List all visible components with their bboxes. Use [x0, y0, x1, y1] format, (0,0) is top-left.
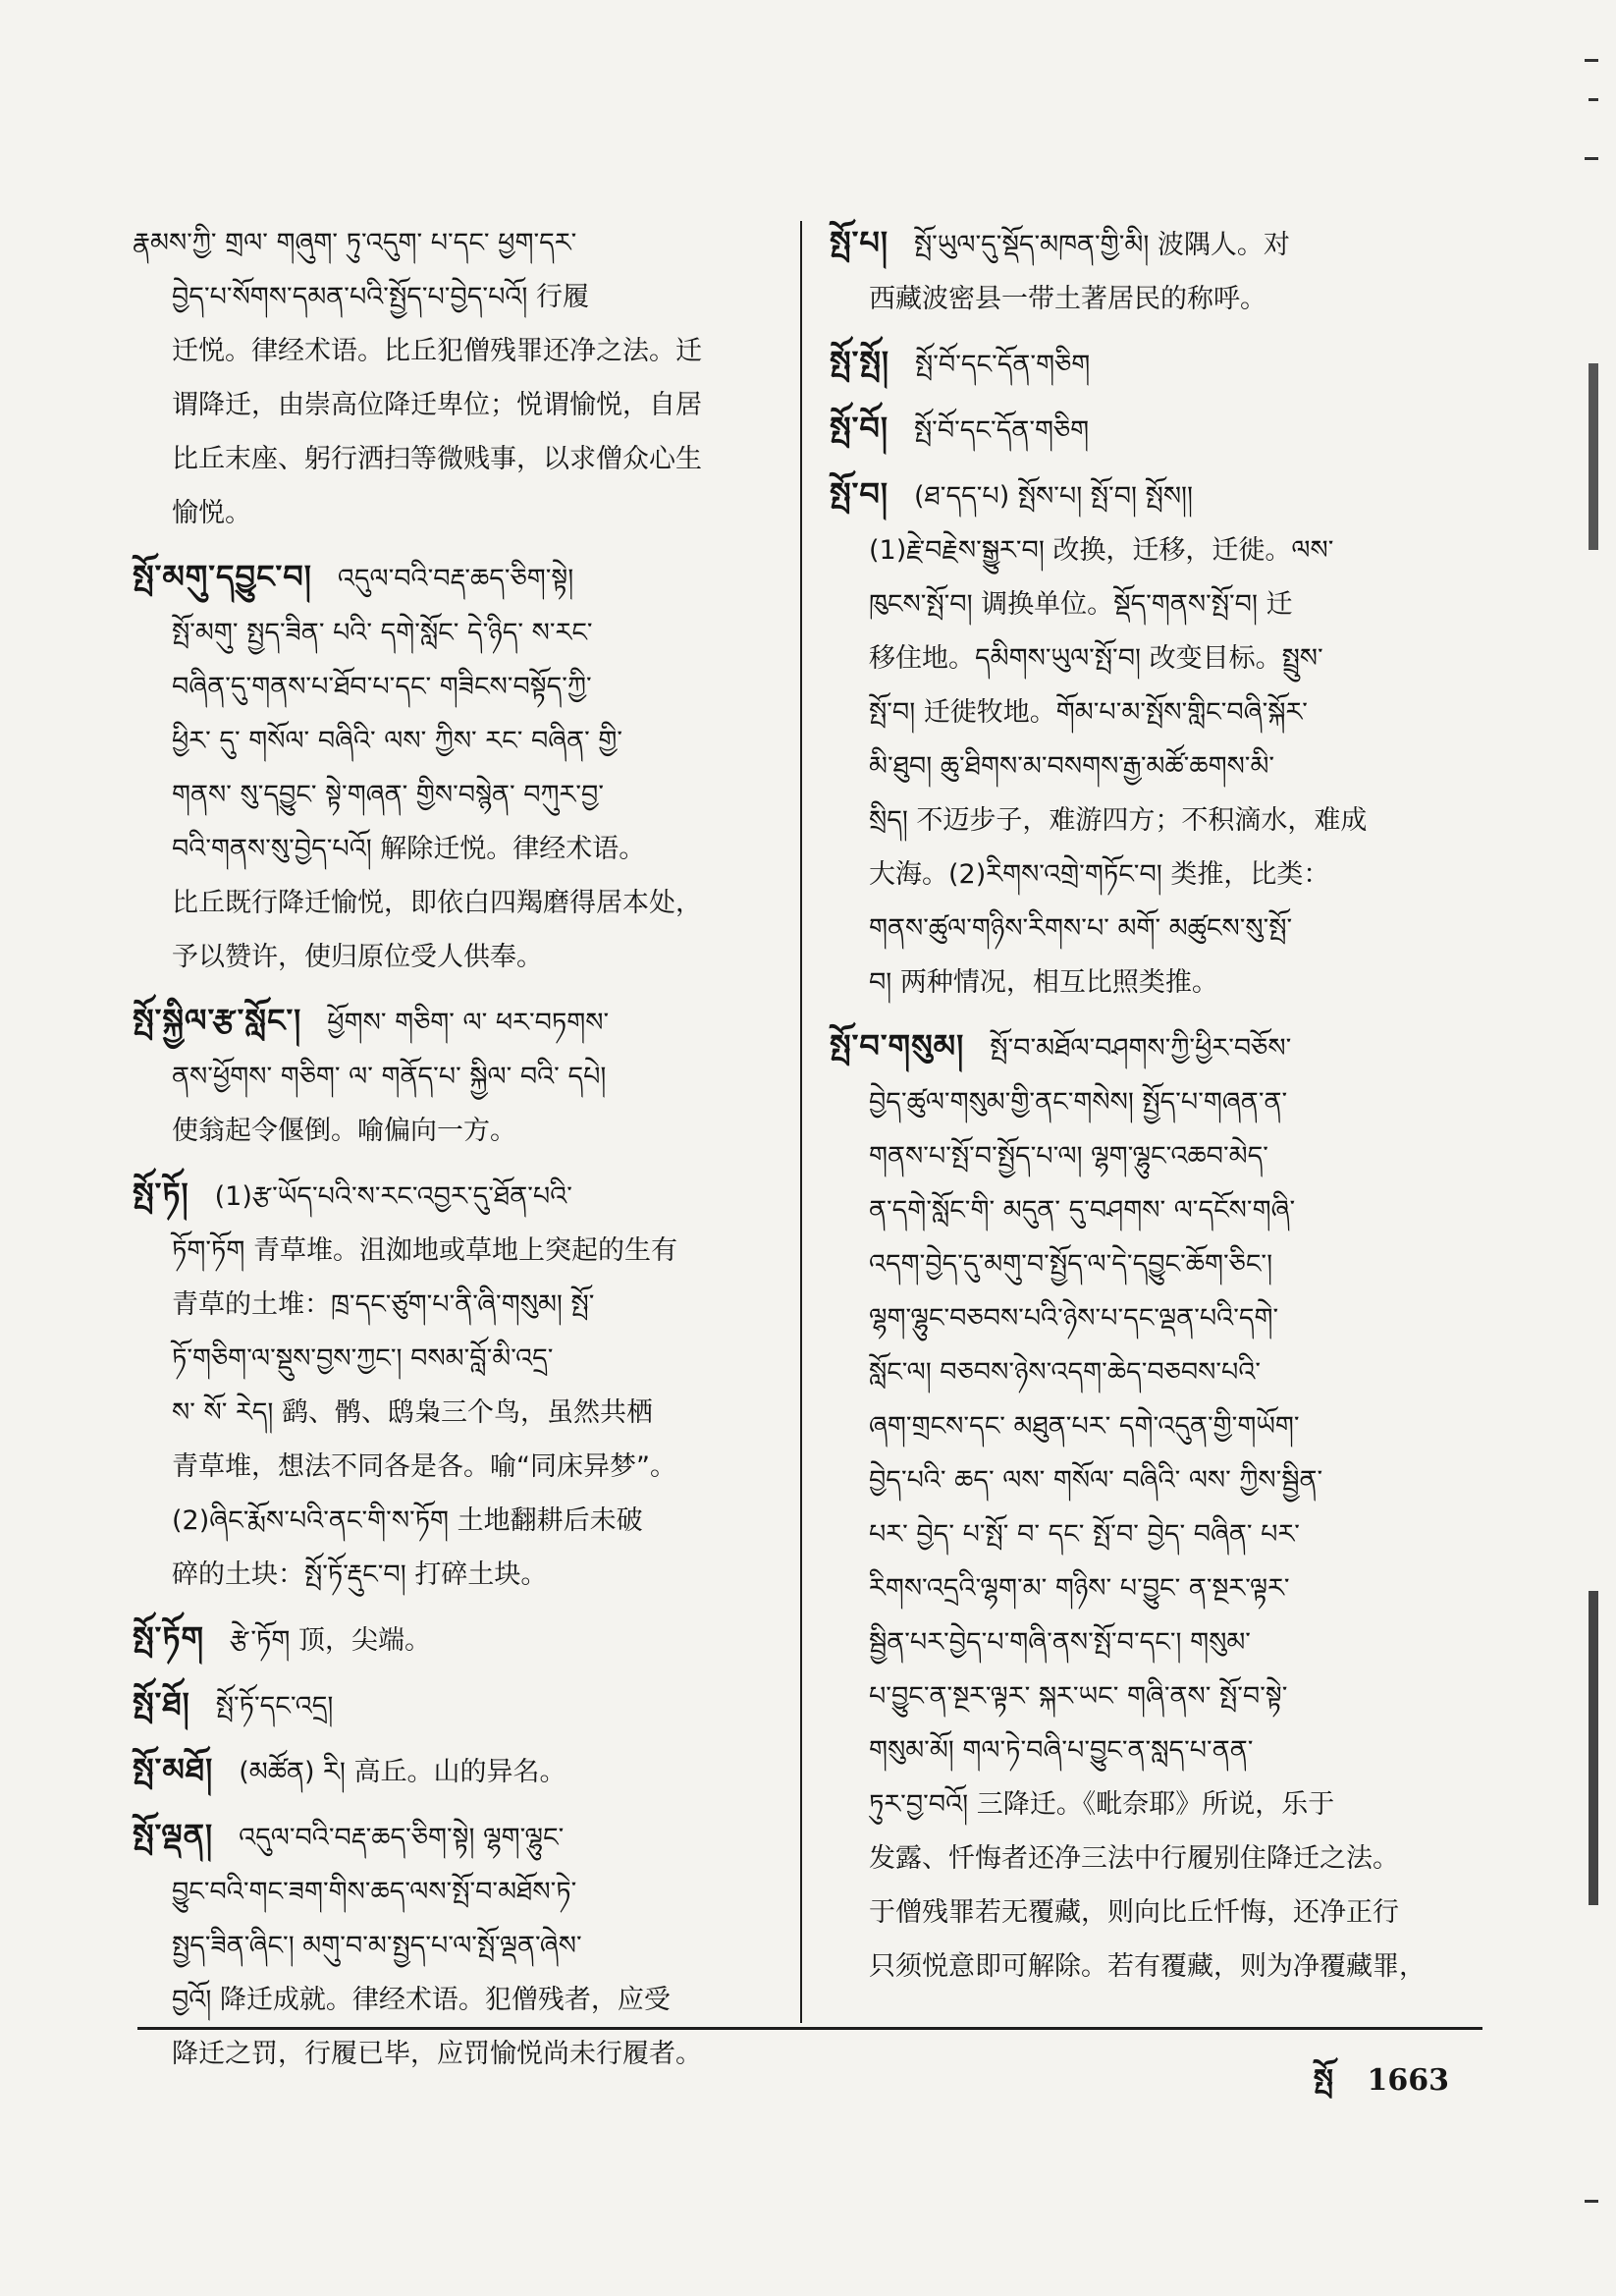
entry-headword: སྤོ་བ་གསུམ།: [830, 1027, 965, 1065]
entry-line: [133, 270, 776, 324]
entry-text: རིགས་འདྲའི་ལྷག་མ་ གཉིས་ པ་བྱུང་ ན་སྔར་ལྟར་: [869, 1573, 1290, 1604]
entry-text: མི་ཐུབ། ཆུ་ཐིགས་མ་བསགས་རྒྱ་མཚོ་ཆགས་མི་: [869, 751, 1275, 782]
entry-text: སྤོ་ཏོ་དང་འདྲ།: [215, 1691, 334, 1722]
entry-line: [830, 1886, 1478, 1940]
dictionary-entry: [133, 550, 776, 984]
entry-headword: སྤོ་ཏོ།: [133, 1175, 189, 1213]
entry-line: [830, 956, 1478, 1010]
entry-line: [133, 1332, 776, 1386]
entry-text: (2)ཞིང་རྨོས་པའི་ནང་གི་ས་ཏོག 土地翻耕后未破: [172, 1505, 643, 1536]
dictionary-entry: [133, 1743, 776, 1799]
entry-text: པ་བྱུང་ན་སྔར་ལྟར་ སྐར་ཡང་ གཞི་ནས་ སྤོ་བ་སྟེ་: [869, 1681, 1288, 1712]
entry-text: པར་ བྱེད་ པ་སྤོ་ བ་ དང་ སྤོ་བ་ བྱེད་ བཞིན་ པར་: [869, 1519, 1300, 1550]
entry-text: ནས་ཕྱོགས་ གཅིག་ ལ་ གནོད་པ་ སྐྱིལ་ བའི་ དཔེ།: [172, 1062, 607, 1092]
entry-line: [830, 1507, 1478, 1561]
entry-line: [830, 1831, 1478, 1886]
entry-headword: སྤོ་པ།: [830, 224, 889, 261]
entry-headword: སྤོ་ཏོག: [133, 1619, 205, 1657]
right-column: [830, 216, 1478, 2003]
entry-line: [830, 1777, 1478, 1831]
entry-text: (ཐ་དད་པ) སྤོས་པ། སྤོ་བ། སྤོས།།: [913, 481, 1194, 512]
entry-text: (1)རྗེ་བརྗེས་སྒྱུར་བ། 改换，迁移，迁徙。ལས་: [869, 535, 1334, 566]
entry-text: 于僧残罪若无覆藏，则向比丘忏悔，还净正行: [869, 1897, 1399, 1928]
entry-line: [133, 1224, 776, 1278]
entry-text: བྱེད་པའི་ ཆད་ ལས་ གསོལ་ བཞིའི་ ལས་ ཀྱིས་སྦྱིན་: [869, 1465, 1323, 1496]
entry-line: [830, 1669, 1478, 1723]
entry-text: ཏོ་གཅིག་ལ་སྡུས་བྱས་ཀྱང་། བསམ་བློ་མི་འདྲ་: [172, 1343, 554, 1374]
entry-line: [133, 1612, 776, 1667]
entry-text: འདུལ་བའི་བརྡ་ཆད་ཅིག་སྟེ། ལྷག་ལྷུང་: [239, 1823, 565, 1853]
scan-margin-marks: [1569, 39, 1598, 2249]
entry-text: སྤོ་མགུ་ སྤྱད་ཟིན་ པའི་ དགེ་སློང་ དེ་ཉིད་ ས་རང་: [172, 618, 593, 648]
entry-text: (1)རྩ་ཡོད་པའི་ས་རང་འབྱར་དུ་ཐོན་པའི་: [214, 1181, 572, 1212]
entry-text: 只须悦意即可解除。若有覆藏，则为净覆藏罪，: [869, 1951, 1426, 1982]
dictionary-entry: [830, 216, 1478, 326]
entry-text: 移住地。དམིགས་ཡུལ་སྤོ་བ། 改变目标。སྤྲུས་: [869, 643, 1323, 674]
entry-text: 碎的土块：སྤོ་ཏོ་རྡུང་བ། 打碎土块。: [172, 1559, 548, 1590]
entry-text: སྤོ་ཡུལ་དུ་སྡོད་མཁན་གྱི་མི། 波隅人。对: [913, 230, 1290, 260]
entry-line: [133, 1919, 776, 1973]
entry-line: [830, 739, 1478, 793]
entry-headword: སྤོ་བ།: [830, 475, 889, 513]
entry-text: ཕྱོགས་ གཅིག་ ལ་ ཕར་བཏགས་: [327, 1008, 610, 1038]
entry-text: བྱའོ། 降迁成就。律经术语。犯僧残者，应受: [172, 1985, 671, 2015]
entry-text: ན་དགེ་སློང་གི་ མདུན་ དུ་བཤགས་ ལ་དངོས་གཞི་: [869, 1195, 1296, 1226]
entry-headword: སྤོ་ཐོ།: [133, 1685, 190, 1722]
entry-text: 发露、忏悔者还净三法中行履别住降迁之法。: [869, 1843, 1399, 1874]
entry-text: རྩེ་ཏོག 顶，尖端。: [230, 1625, 431, 1656]
entry-line: [830, 1399, 1478, 1453]
entry-line: [133, 1973, 776, 2027]
entry-line: [133, 1865, 776, 1919]
entry-line: [133, 822, 776, 876]
entry-line: [830, 1723, 1478, 1777]
entry-line: [830, 1237, 1478, 1291]
entry-line: [830, 793, 1478, 847]
column-divider: [800, 221, 802, 2023]
entry-line: [830, 1129, 1478, 1183]
entry-line: [830, 631, 1478, 685]
entry-line: [830, 272, 1478, 326]
entry-text: བའི་གནས་སུ་བྱེད་པའོ། 解除迁悦。律经术语。: [172, 834, 646, 864]
dictionary-entry: [133, 216, 776, 540]
entry-line: [133, 660, 776, 714]
page-footer: [1290, 2048, 1449, 2130]
entry-text: ཏུར་བྱ་བའོ། 三降迁。《毗奈耶》所说，乐于: [869, 1789, 1335, 1820]
entry-line: [133, 1050, 776, 1104]
entry-text: སྤོ་བ། 迁徙牧地。གོམ་པ་མ་སྤོས་གླིང་བཞི་སྐོར་: [869, 697, 1308, 728]
entry-line: [133, 768, 776, 822]
entry-text: 使翁起令偃倒。喻偏向一方。: [172, 1116, 516, 1146]
left-column: [133, 216, 776, 2091]
dictionary-entry: [133, 1809, 776, 2081]
entry-line: [133, 1104, 776, 1158]
entry-text: སྤོ་བོ་དང་དོན་གཅིག: [913, 415, 1090, 446]
entry-line: [830, 523, 1478, 577]
entry-text: གནས་པ་སྤོ་བ་སྤྱོད་པ་ལ། ལྷག་ལྷུང་འཆབ་མེད་: [869, 1141, 1268, 1172]
entry-line: [133, 1494, 776, 1548]
entry-headword: སྤོ་མཐོ།: [133, 1751, 214, 1788]
entry-line: [133, 714, 776, 768]
entry-line: [133, 606, 776, 660]
entry-text: སྤྱད་ཟིན་ཞིང་། མགུ་བ་མ་སྤྱད་པ་ལ་སྤོ་ལྡན་ཞེས་: [172, 1931, 582, 1961]
entry-line: [133, 550, 776, 606]
entry-text: བ། 两种情况，相互比照类推。: [869, 967, 1218, 998]
entry-text: གནས་ སུ་དབྱུང་ སྟེ་གཞན་ གྱིས་བསྙེན་ བཀུར་བྱ་: [172, 780, 605, 810]
entry-line: [830, 1453, 1478, 1507]
entry-text: གསུམ་མོ། གལ་ཏེ་བཞི་པ་བྱུང་ན་སླད་པ་ནན་: [869, 1735, 1254, 1766]
entry-line: [133, 1548, 776, 1602]
page-number: 1663: [1367, 2063, 1449, 2098]
entry-text: སྤོ་བ་མཐོལ་བཤགས་ཀྱི་ཕྱིར་བཅོས་: [990, 1033, 1292, 1064]
entry-text: ཏོག་ཏོག 青草堆。沮洳地或草地上突起的生有: [172, 1235, 677, 1266]
dictionary-entry: [133, 1612, 776, 1667]
entry-headword: སྤོ་མགུ་དབྱུང་བ།: [133, 558, 312, 595]
entry-line: [133, 1278, 776, 1332]
entry-line: [133, 324, 776, 378]
entry-headword: སྤོ་སྐྱིལ་རྩ་སློང་།: [133, 1002, 302, 1039]
entry-headword: སྤོ་ལྡན།: [133, 1817, 214, 1854]
entry-text: (མཚོན) རི། 高丘。山的异名。: [239, 1757, 566, 1787]
entry-text: ཁུངས་སྤོ་བ། 调换单位。སྡོད་གནས་སྤོ་བ། 迁: [869, 589, 1293, 620]
entry-line: [830, 216, 1478, 272]
dictionary-entry: [830, 336, 1478, 392]
entry-text: འདུལ་བའི་བརྡ་ཆད་ཅིག་སྟེ།: [337, 564, 574, 594]
entry-text: བྱེད་ཚུལ་གསུམ་གྱི་ནང་གསེས། སྤྱོད་པ་གཞན་ན་: [869, 1087, 1288, 1118]
entry-text: གནས་ཚུལ་གཉིས་རིགས་པ་ མགོ་ མཚུངས་སུ་སྤོ་: [869, 913, 1293, 944]
entry-line: [133, 378, 776, 432]
entry-line: [830, 1075, 1478, 1129]
entry-line: [830, 577, 1478, 631]
entry-text: སྦྱིན་པར་བྱེད་པ་གཞི་ནས་སྤོ་བ་དང་། གསུམ་: [869, 1627, 1251, 1658]
entry-text: སྤོ་བོ་དང་དོན་གཅིག: [915, 350, 1091, 380]
entry-text: སློང་ལ། བཅབས་ཉེས་འདག་ཆེད་བཅབས་པའི་: [869, 1357, 1262, 1388]
entry-line: [830, 1183, 1478, 1237]
entry-headword: སྤོ་བོ།: [830, 410, 889, 447]
entry-line: [830, 1940, 1478, 1994]
dictionary-entry: [830, 1019, 1478, 1994]
entry-text: 比丘既行降迁愉悦，即依白四羯磨得居本处，: [172, 888, 702, 918]
entry-text: འདག་བྱེད་དུ་མགུ་བ་སྤྱོད་ལ་དེ་དབྱུང་ཆོག་ཅིང་།: [869, 1249, 1273, 1280]
entry-line: [133, 1440, 776, 1494]
entry-text: ཕྱིར་ དུ་ གསོལ་ བཞིའི་ ལས་ ཀྱིས་ རང་ བཞིན་ གྱི་: [172, 726, 623, 756]
entry-text: ས་ སོ་ རེད། 鹞、鹘、鸱枭三个鸟，虽然共栖: [172, 1397, 653, 1428]
entry-line: [133, 1168, 776, 1224]
entry-line: [133, 930, 776, 984]
entry-text: སྲིད། 不迈步子，难游四方；不积滴水，难成: [869, 805, 1368, 836]
entry-line: [133, 432, 776, 486]
dictionary-entry: [830, 402, 1478, 458]
entry-line: [830, 1561, 1478, 1615]
entry-text: བཞིན་དུ་གནས་པ་ཐོབ་པ་དང་ གཟིངས་བསྟོད་ཀྱི་: [172, 672, 592, 702]
entry-text: 降迁之罚，行履已毕，应罚愉悦尚未行履者。: [172, 2039, 702, 2069]
entry-line: [830, 847, 1478, 902]
footer-rule: [137, 2027, 1482, 2030]
entry-line: [830, 1615, 1478, 1669]
dictionary-entry: [133, 994, 776, 1158]
entry-line: [133, 486, 776, 540]
entry-line: [830, 1019, 1478, 1075]
entry-line: [133, 216, 776, 270]
entry-line: [830, 402, 1478, 458]
entry-text: 迁悦。律经术语。比丘犯僧残罪还净之法。迁: [172, 336, 702, 366]
footer-headword: སྤོ: [1313, 2063, 1334, 2098]
entry-line: [133, 1809, 776, 1865]
entry-line: [133, 1677, 776, 1733]
entry-line: [133, 1386, 776, 1440]
entry-text: 谓降迁，由崇高位降迁卑位；悦谓愉悦，自居: [172, 390, 702, 420]
entry-text: 予以赞许，使归原位受人供奉。: [172, 942, 543, 972]
entry-text: རྣམས་ཀྱི་ གྲལ་ གཞུག་ ཏུ་འདུག་ པ་དང་ ཕྱག་དར་: [133, 228, 577, 258]
entry-text: 青草堆，想法不同各是各。喻“同床异梦”。: [172, 1451, 676, 1482]
entry-text: 大海。(2)རིགས་འགྲེ་གཏོང་བ། 类推，比类：: [869, 859, 1330, 890]
entry-line: [133, 994, 776, 1050]
entry-headword: སྤོ་སྤོ།: [830, 344, 890, 381]
entry-line: [133, 1743, 776, 1799]
entry-text: ལྷག་ལྷུང་བཅབས་པའི་ཉེས་པ་དང་ལྡན་པའི་དགེ་: [869, 1303, 1279, 1334]
entry-text: བྱུང་བའི་གང་ཟག་གིས་ཆད་ལས་སྤོ་བ་མཐོས་ཏེ་: [172, 1877, 577, 1907]
entry-text: 愉悦。: [172, 498, 251, 528]
dictionary-entry: [830, 467, 1478, 1010]
entry-line: [830, 685, 1478, 739]
dictionary-entry: [133, 1168, 776, 1602]
entry-line: [133, 876, 776, 930]
entry-line: [133, 2027, 776, 2081]
entry-line: [830, 336, 1478, 392]
entry-text: ཞག་གྲངས་དང་ མཐུན་པར་ དགེ་འདུན་གྱི་གཡོག་: [869, 1411, 1300, 1442]
entry-line: [830, 902, 1478, 956]
entry-text: 西藏波密县一带土著居民的称呼。: [869, 284, 1266, 314]
entry-line: [830, 1345, 1478, 1399]
entry-line: [830, 467, 1478, 523]
entry-text: 青草的土堆：ཁྲ་དང་ཙུག་པ་ནི་ཞི་གསུམ། སྤོ་: [172, 1289, 595, 1320]
entry-line: [830, 1291, 1478, 1345]
entry-text: 比丘末座、躬行洒扫等微贱事，以求僧众心生: [172, 444, 702, 474]
dictionary-entry: [133, 1677, 776, 1733]
entry-text: བྱེད་པ་སོགས་དམན་པའི་སྤྱོད་པ་བྱེད་པའོ། 行履: [172, 282, 589, 312]
